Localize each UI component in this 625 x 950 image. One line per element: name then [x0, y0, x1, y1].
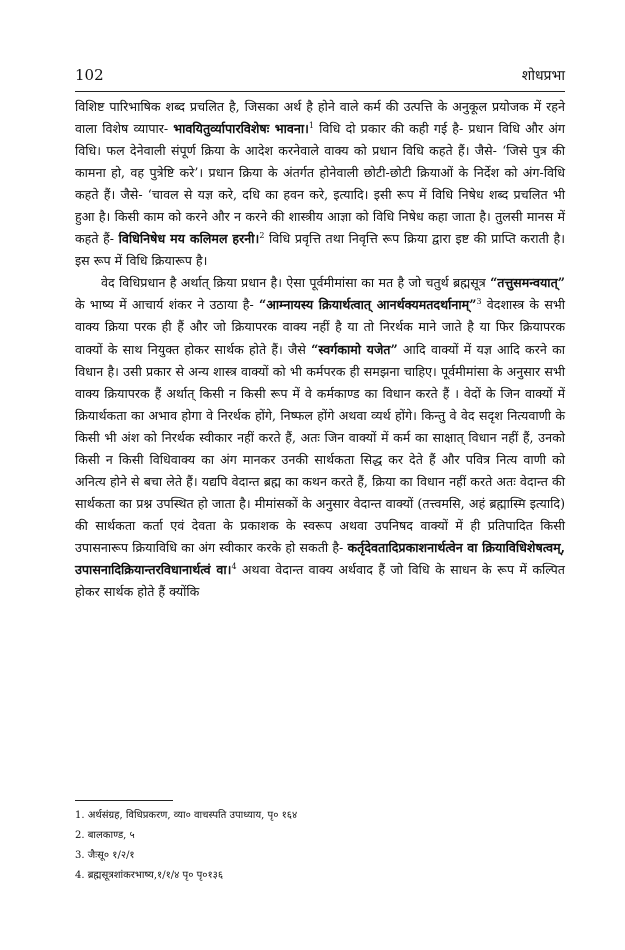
text-run: वेद विधिप्रधान है अर्थात् क्रिया प्रधान है। ऐसा पूर्वमीमांसा का मत है जो चतुर्थ ब्रह्मसूत्र	[101, 275, 491, 291]
footnote-1: 1. अर्थसंग्रह, विधिप्रकरण, व्या० वाचस्पति उपाध्याय, पृ० १६४	[75, 810, 298, 821]
footnote-ref: 1	[308, 120, 315, 130]
text-run: विशिष्ट पारिभाषिक शब्द प्रचलित है, जिसका अर्थ है होने वाले कर्म की उत्पत्ति के अनुकूल प्रयोजक में रहने वाला विशेष व्यापार-	[75, 99, 565, 137]
footnote-rule	[75, 800, 173, 801]
bold-quote: विधिनिषेध मय कलिमल हरनी।	[118, 231, 260, 247]
text-run: वेदशास्त्र के सभी वाक्य क्रिया परक ही हैं और जो क्रियापरक वाक्य नहीं है या तो निरर्थक माने जाते है या फिर क्रियापरक वाक्यों के साथ नियुक्त होकर सार्थक होते हैं। जैसे	[75, 297, 565, 357]
footnote-ref: 4	[231, 561, 237, 571]
footnote-3: 3. जैःसू० १/२/१	[75, 850, 135, 861]
paragraph	[75, 96, 565, 272]
text-run: विधि प्रवृत्ति तथा निवृत्ति रूप क्रिया द्वारा इष्ट की प्राप्ति कराती है। इस रूप में विधि क्रियारूप है।	[75, 231, 565, 269]
paragraph	[75, 272, 565, 603]
footnote-ref: 3	[476, 297, 482, 307]
text-run: अथवा वेदान्त वाक्य अर्थवाद हैं जो विधि के साधन के रूप में कल्पित होकर सार्थक होते हैं क्योंकि	[75, 561, 565, 600]
footnote-ref: 2	[259, 231, 265, 241]
footnote-2: 2. बालकाण्ड, ५	[75, 830, 135, 841]
journal-title: शोधप्रभा	[521, 68, 565, 84]
header-rule	[75, 91, 565, 92]
bold-quote: “स्वर्गकामो यजेत”	[311, 341, 398, 357]
footnote-4: 4. ब्रह्मसूत्रशांकरभाष्य,१/१/४ पृ० पृ०१३६	[75, 870, 224, 881]
bold-quote: “तत्तुसमन्वयात्”	[490, 275, 565, 291]
bold-quote: “आम्नायस्य क्रियार्थत्वात् आनर्थक्यमतदर्थानाम्”	[259, 297, 477, 313]
bold-quote: भावयितुर्व्यापारविशेषः भावना।	[173, 121, 309, 137]
text-run: के भाष्य में आचार्य शंकर ने उठाया है-	[75, 297, 260, 313]
bold-quote: कर्तृदेवतादिप्रकाशनार्थत्वेन वा क्रियाविधिशेषत्वम्, उपासनादिक्रियान्तरविधानार्थत्वं वा।	[75, 539, 565, 577]
page-header	[75, 66, 565, 88]
body-text	[75, 96, 565, 603]
text-run: विधि दो प्रकार की कही गई है- प्रधान विधि और अंग विधि। फल देनेवाली संपूर्ण क्रिया के आदेश करनेवाले वाक्य को प्रधान विधि कहते हैं। जैसे- ‘जिसे पुत्र की कामना हो, वह पुत्रेष्टि करे’। प्रधान क्रिया के अंतर्गत होनेवाली छोटी-छोटी क्रियाओं के निर्देश को अंग-विधि कहते हैं। जैसे- ‘चावल से यज्ञ करे, दधि का हवन करे, इत्यादि। इसी रूप में विधि निषेध शब्द प्रचलित भी हुआ है। किसी काम को करने और न करने की शास्त्रीय आज्ञा को विधि निषेध कहा जाता है। तुलसी मानस में कहते हैं-	[75, 121, 565, 247]
footnotes	[75, 806, 565, 886]
text-run: आदि वाक्यों में यज्ञ आदि करने का विधान है। उसी प्रकार से अन्य शास्त्र वाक्यों को भी कर्मपरक ही समझना चाहिए। पूर्वमीमांसा के अनुसार सभी वाक्य क्रियापरक हैं अर्थात् किसी न किसी रूप में वे कर्मकाण्ड का विधान करते हैं । वेदों के जिन वाक्यों में क्रियार्थकता का अभाव होगा वे निरर्थक होंगे, निष्फल होंगे अथवा व्यर्थ होंगे। किन्तु वे वेद सदृश नित्यवाणी के किसी भी अंश को निरर्थक स्वीकार नहीं करते हैं, अतः जिन वाक्यों में कर्म का साक्षात् विधान नहीं हैं, उनको किसी न किसी विधिवाक्य का अंग मानकर उनकी सार्थकता सिद्ध कर देते हैं और पवित्र नित्य वाणी को अनित्य होने से बचा लेते हैं। यद्यपि वेदान्त ब्रह्म का कथन करते हैं, क्रिया का विधान नहीं करते अतः वेदान्त की सार्थकता का प्रश्न उपस्थित हो जाता है। मीमांसकों के अनुसार वेदान्त वाक्यों (तत्त्वमसि, अहं ब्रह्मास्मि इत्यादि) की सार्थकता कर्ता एवं देवता के प्रकाशक के स्वरूप अथवा उपनिषद वाक्यों में ही प्रतिपादित किसी उपासनारूप क्रियाविधि का अंग स्वीकार करके हो सकती है-	[75, 341, 565, 555]
page-number: 102	[75, 66, 104, 84]
